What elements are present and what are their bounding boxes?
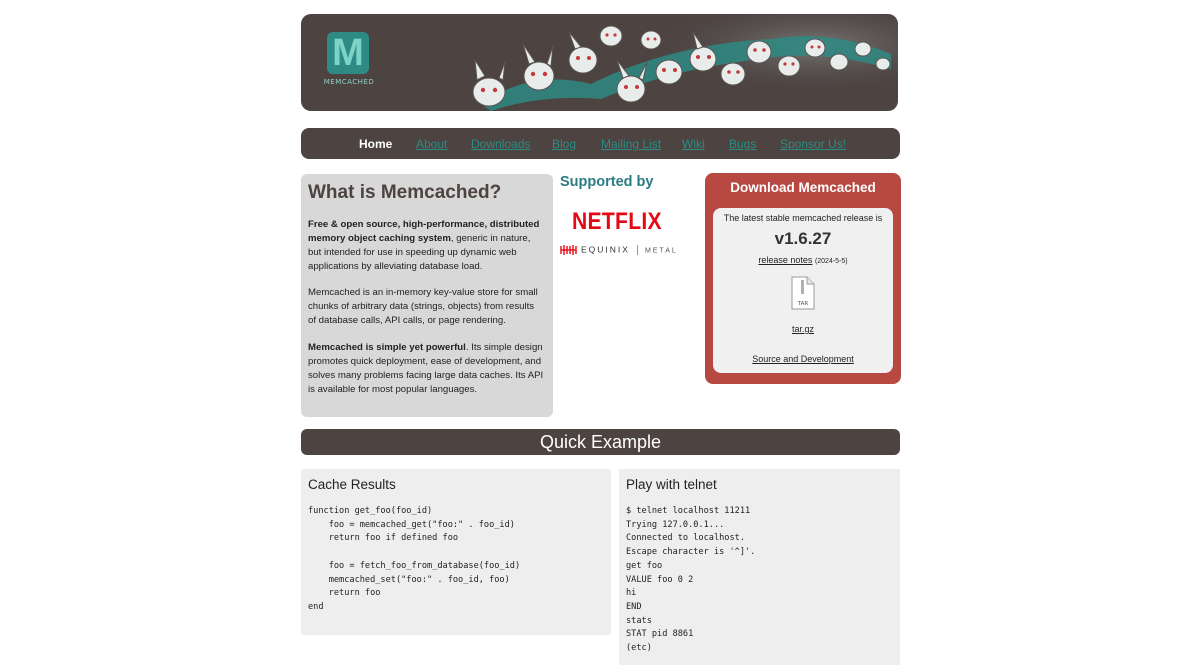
telnet-title: Play with telnet bbox=[626, 477, 717, 492]
download-panel bbox=[705, 173, 901, 384]
main-nav bbox=[301, 128, 900, 159]
what-paragraph-2: Memcached is an in-memory key-value store for small chunks of arbitrary data (strings, objects) from results of database calls, API calls, or page rendering. bbox=[308, 287, 538, 326]
nav-wiki[interactable]: Wiki bbox=[682, 137, 705, 151]
what-title: What is Memcached? bbox=[308, 182, 502, 203]
supported-title: Supported by bbox=[560, 174, 654, 190]
header-banner bbox=[301, 14, 898, 111]
equinix-metal-logo[interactable] bbox=[560, 244, 678, 256]
what-p3-rest: . Its simple design promotes quick deployment, ease of development, and solves many problems facing large data caches. Its API is available for most popular languages. bbox=[308, 342, 544, 395]
what-p1-rest: , generic in nature, but intended for use in speeding up dynamic web applications by alleviating database load. bbox=[308, 233, 531, 272]
tar-file-icon[interactable] bbox=[791, 276, 815, 310]
nav-home[interactable]: Home bbox=[359, 137, 393, 151]
equinix-icon bbox=[560, 244, 578, 256]
what-is-memcached-panel bbox=[301, 174, 553, 417]
what-paragraph-1 bbox=[308, 218, 544, 274]
tar-icon-label: TAR bbox=[797, 301, 809, 307]
metal-text: METAL bbox=[644, 247, 678, 255]
supported-by-section bbox=[560, 174, 700, 255]
what-p1-bold: Free & open source, high-performance, distributed memory object caching system bbox=[308, 219, 540, 244]
netflix-logo[interactable]: NETFLIX bbox=[572, 208, 662, 235]
telnet-code: $ telnet localhost 11211 Trying 127.0.0.1... Connected to localhost. Escape character is '^]'. get foo VALUE foo 0 2 hi END stats STAT pid 8861 (etc) bbox=[626, 506, 756, 654]
equinix-text: EQUINIX bbox=[581, 244, 630, 255]
cache-results-box bbox=[301, 469, 611, 635]
mascot-illustration bbox=[471, 14, 898, 111]
nav-about[interactable]: About bbox=[416, 137, 448, 151]
nav-mailing-list[interactable]: Mailing List bbox=[601, 137, 662, 151]
source-development-link[interactable]: Source and Development bbox=[752, 354, 854, 364]
logo-text: MEMCACHED bbox=[323, 78, 375, 86]
release-version: v1.6.27 bbox=[774, 229, 832, 248]
release-date: (2024-5-5) bbox=[814, 258, 848, 265]
quick-example-header: Quick Example bbox=[301, 429, 900, 455]
download-card bbox=[713, 208, 893, 373]
nav-sponsor[interactable]: Sponsor Us! bbox=[780, 137, 847, 151]
logo-divider bbox=[637, 245, 638, 255]
nav-downloads[interactable]: Downloads bbox=[471, 137, 531, 151]
latest-release-text: The latest stable memcached release is bbox=[723, 213, 883, 223]
tarball-link[interactable]: tar.gz bbox=[791, 324, 814, 334]
nav-blog[interactable]: Blog bbox=[552, 137, 577, 151]
download-title: Download Memcached bbox=[730, 180, 876, 195]
what-p3-bold: Memcached is simple yet powerful bbox=[308, 342, 466, 353]
logo-m-icon: M bbox=[327, 32, 369, 74]
cache-results-code: function get_foo(foo_id) foo = memcached_get("foo:" . foo_id) return foo if defined foo foo = fetch_foo_from_database(foo_id) memcached_set("foo:" . foo_id, foo) return foo end bbox=[308, 506, 521, 612]
release-notes-line bbox=[713, 255, 893, 265]
what-paragraph-3 bbox=[308, 341, 544, 397]
telnet-box bbox=[619, 469, 900, 665]
memcached-logo[interactable] bbox=[323, 32, 375, 94]
release-notes-link[interactable]: release notes bbox=[758, 255, 813, 265]
cache-results-title: Cache Results bbox=[308, 477, 396, 492]
nav-bugs[interactable]: Bugs bbox=[729, 137, 757, 151]
